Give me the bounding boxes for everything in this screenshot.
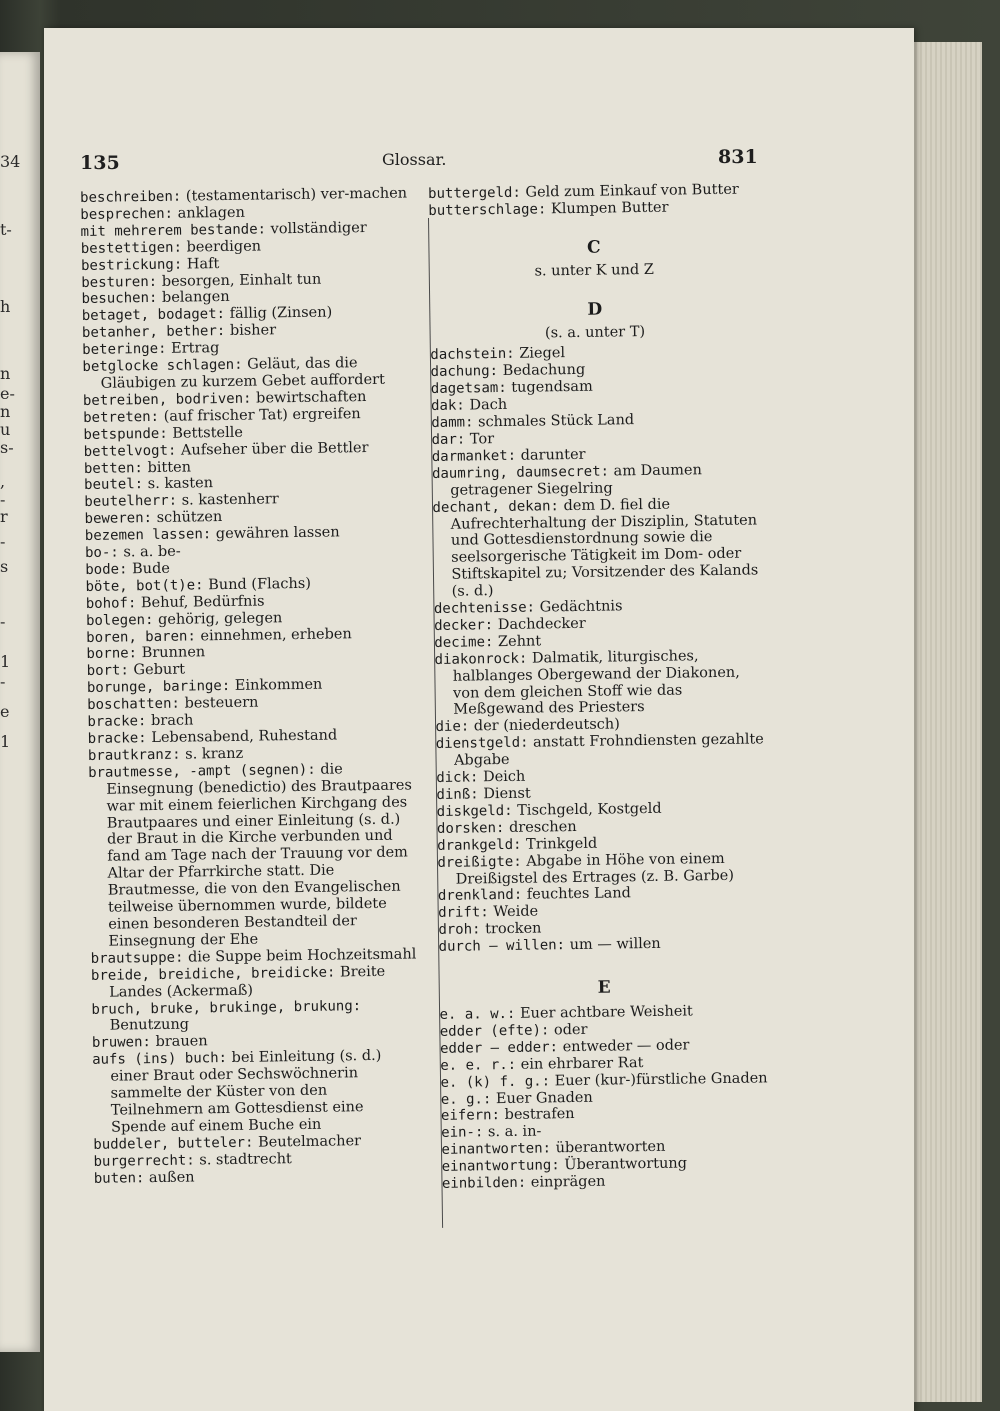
entry-term: e. (k) f. g.: (440, 1072, 551, 1091)
entry-term: bracke: (87, 713, 147, 731)
entry-term: beutelherr: (84, 492, 178, 511)
adjacent-page-text: 1 (0, 732, 11, 751)
entry-definition: Dach (469, 397, 508, 414)
entry-definition: Bund (Flachs) (208, 575, 312, 594)
entry-definition: schützen (156, 509, 223, 527)
entry-definition: (auf frischer Tat) ergreifen (163, 405, 361, 425)
entry-definition: bitten (147, 458, 192, 476)
entry-definition: dem D. fiel die Aufrechterhaltung der Disziplin, Statuten und Gottesdienstordnung sowie die seelsorgerische Tätigkeit im Dom- oder Stiftskapitel zu; Vorsitzender des Kalands (s. d.) (450, 496, 759, 600)
entry-definition: Beutelmacher (257, 1132, 362, 1151)
entry-term: borunge, baringe: (86, 678, 231, 697)
adjacent-page-text: , (0, 472, 6, 491)
entry-term: e. a. w.: (439, 1005, 516, 1023)
entry-definition: einnehmen, erheben (200, 625, 352, 644)
entry-term: damm: (431, 414, 474, 432)
b-continued-entries (428, 181, 758, 219)
section-d-note: (s. a. unter T) (544, 323, 646, 341)
glossary-entry (91, 963, 421, 1001)
glossary-entry (435, 647, 766, 719)
entry-term: beteringe: (82, 340, 167, 359)
entry-term: die: (435, 718, 470, 736)
glossary-entry (82, 354, 412, 392)
entry-term: brautmesse, -ampt (segnen): (88, 761, 316, 781)
section-letter-e: E (597, 977, 611, 998)
entry-term: burgerrecht: (93, 1152, 195, 1170)
entry-definition: Euer achtbare Weisheit (519, 1003, 693, 1022)
adjacent-page-text: - (0, 532, 6, 551)
entry-definition: (testamentarisch) ver-machen (185, 185, 408, 205)
entry-definition: Euer (kur-)fürstliche Gnaden (554, 1069, 768, 1089)
entry-definition: Einkommen (234, 676, 323, 695)
entry-definition: Dachdecker (497, 615, 586, 634)
entry-definition: s. kranz (185, 745, 244, 763)
adjacent-page-text: u (0, 420, 11, 439)
entry-definition: fällig (Zinsen) (229, 304, 333, 323)
entry-term: drenkland: (437, 887, 523, 905)
entry-definition: Euer Gnaden (495, 1089, 593, 1107)
entry-definition: feuchtes Land (526, 885, 632, 904)
entry-definition: Geburt (133, 661, 186, 679)
entry-definition: Weide (493, 903, 539, 921)
page-stack (911, 42, 982, 1402)
entry-term: bolegen: (85, 611, 154, 629)
page-title: Glossar. (382, 150, 447, 169)
entry-term: buten: (93, 1169, 145, 1187)
page-header (44, 146, 914, 186)
entry-term: butterschlage: (428, 201, 547, 219)
entry-definition: der (niederdeutsch) (473, 716, 620, 735)
entry-term: bettelvogt: (83, 442, 177, 460)
entry-definition: Abgabe in Höhe von einem Dreißigstel des Ertrages (z. B. Garbe) (455, 850, 735, 888)
entry-term: betanher, bether: (81, 323, 226, 342)
entry-term: buttergeld: (428, 184, 521, 202)
entry-definition: darunter (520, 446, 586, 464)
entry-term: decime: (434, 633, 494, 651)
entry-term: borne: (86, 645, 138, 663)
entry-definition: Brunnen (141, 644, 206, 662)
right-page-number: 831 (718, 146, 758, 168)
entry-term: dick: (436, 769, 479, 787)
entry-definition: dreschen (508, 818, 577, 836)
entry-term: ein-: (441, 1124, 484, 1142)
entry-term: besturen: (81, 273, 158, 291)
glossary-entry (442, 1171, 772, 1193)
entry-term: bestettigen: (80, 239, 183, 257)
entry-term: brautkranz: (87, 746, 181, 764)
entry-definition: Geläut, das die Gläubigen zu kurzem Gebet auffordert (100, 355, 385, 392)
adjacent-page-text: - (0, 672, 6, 691)
entry-term: einbilden: (441, 1174, 527, 1192)
entry-definition: oder (553, 1021, 588, 1039)
entry-term: bestrickung: (80, 256, 183, 274)
entry-term: dagetsam: (430, 380, 507, 398)
glossary-entry (432, 495, 763, 601)
entry-term: bo-: (84, 544, 119, 561)
entry-term: brautsuppe: (90, 949, 184, 967)
entry-term: breide, breidiche, breidicke: (90, 964, 336, 984)
adjacent-page-text: e- (0, 384, 15, 403)
left-page-edge (0, 52, 40, 1352)
entry-term: dechant, dekan: (432, 497, 560, 516)
entry-term: dreißigte: (437, 853, 522, 871)
section-letter-c: C (586, 237, 601, 258)
adjacent-page-text: r (0, 507, 8, 526)
entry-term: dachung: (430, 363, 499, 381)
entry-definition: überantworten (555, 1138, 666, 1157)
entry-term: dorsken: (436, 819, 505, 837)
entry-term: einantworten: (441, 1140, 552, 1159)
glossary-entry (436, 732, 766, 770)
adjacent-page-text: 34 (0, 152, 21, 171)
entry-definition: besteuern (184, 694, 259, 712)
adjacent-page-text: n (0, 364, 11, 383)
entry-definition: Behuf, Bedürfnis (140, 593, 265, 611)
entry-term: betaget, bodaget: (81, 306, 226, 325)
entry-definition: Lebensabend, Ruhestand (151, 727, 338, 747)
adjacent-page-text: s (0, 557, 9, 576)
entry-term: buddeler, butteler: (93, 1134, 254, 1153)
entry-term: bruch, bruke, brukinge, brukung: (91, 997, 362, 1018)
entry-term: mit mehrerem bestande: (80, 221, 267, 240)
entry-term: e. e. r.: (440, 1056, 517, 1074)
entry-definition: gehörig, gelegen (157, 609, 283, 628)
glossary-entry (439, 934, 769, 956)
entry-term: bode: (85, 561, 128, 578)
entry-definition: Klumpen Butter (550, 199, 669, 218)
entry-term: dinß: (436, 786, 479, 803)
entry-term: beschreiben: (80, 188, 182, 206)
adjacent-page-text: s- (0, 438, 14, 457)
entry-definition: tugendsam (511, 378, 593, 397)
entry-term: decker: (434, 617, 494, 634)
adjacent-page-text: - (0, 612, 6, 631)
entry-term: diakonrock: (434, 650, 528, 668)
entry-term: bort: (86, 662, 129, 680)
d-entries (430, 343, 768, 956)
glossary-entry (92, 1048, 423, 1137)
entry-definition: Bettstelle (172, 424, 244, 442)
entry-term: beutel: (84, 476, 144, 494)
entry-definition: Trinkgeld (525, 835, 598, 853)
entry-definition: Dalmatik, liturgisches, halblanges Obergewand der Diakonen, von dem gleichen Stoff wie das Meßgewand des Priesters (452, 648, 740, 719)
entry-term: bohof: (85, 595, 137, 612)
glossary-entry (428, 198, 758, 220)
glossary-entry (437, 850, 767, 888)
glossary-entry (94, 1166, 424, 1188)
entry-term: dechtenisse: (433, 599, 536, 617)
entry-definition: bei Einleitung (s. d.) einer Braut oder Sechswöchnerin sammelte der Küster von den Teilnehmern am Gottesdienst eine Spende auf einem Buche ein (110, 1048, 382, 1136)
entry-definition: trocken (485, 920, 542, 938)
entry-term: bezemen lassen: (84, 526, 212, 545)
entry-definition: Überantwortung (564, 1155, 688, 1174)
entry-term: diskgeld: (436, 802, 513, 820)
entry-term: aufs (ins) buch: (92, 1050, 228, 1069)
entry-definition: um — willen (569, 935, 661, 954)
entry-term: edder — edder: (439, 1039, 559, 1057)
entry-term: besprechen: (80, 205, 174, 223)
entry-term: dak: (430, 397, 465, 415)
left-column (80, 185, 424, 1187)
adjacent-page-text: - (0, 490, 6, 509)
entry-definition: Benutzung (109, 1016, 190, 1035)
adjacent-page-text: h (0, 297, 11, 316)
entry-definition: Geld zum Einkauf von Butter (525, 181, 739, 201)
glossary-entry (432, 461, 762, 499)
entry-definition: bisher (229, 322, 277, 340)
section-c-note: s. unter K und Z (534, 261, 654, 280)
entry-definition: brach (150, 712, 194, 730)
entry-definition: s. stadtrecht (199, 1150, 292, 1169)
entry-definition: Breite Landes (Ackermaß) (109, 963, 386, 1001)
section-letter-d: D (587, 299, 603, 320)
entry-term: betreiben, bodriven: (82, 390, 252, 409)
right-column (428, 181, 772, 1192)
entry-definition: s. kastenherr (181, 491, 279, 509)
entry-term: drankgeld: (437, 836, 522, 854)
entry-definition: s. kasten (147, 475, 214, 493)
entry-definition: bestrafen (504, 1106, 575, 1124)
entry-term: beweren: (84, 510, 153, 528)
entry-term: betten: (83, 459, 144, 477)
entry-definition: Dienst (483, 785, 531, 803)
adjacent-page-text: t- (0, 220, 12, 239)
entry-definition: die Einsegnung (benedictio) des Brautpaares war mit einem feierlichen Kirchgang des Brautpaares und einer Einleitung (s. d.) der Braut in die Kirche verbunden und fand am Tage nach der Trauung vor dem Altar der Pfarrkirche statt. Die Brautmesse, die von den Evangelischen teilweise übernommen wurde, bildete einen besonderen Bestandteil der Einsegnung der Ehe (106, 761, 413, 950)
entry-term: böte, bot(t)e: (85, 577, 204, 595)
entry-definition: s. a. be- (123, 543, 181, 561)
entry-definition: beerdigen (186, 238, 262, 256)
adjacent-page-text: 1 (0, 652, 11, 671)
entry-definition: Zehnt (497, 633, 542, 650)
entry-definition: Tor (469, 431, 495, 448)
entry-term: betreten: (83, 408, 160, 426)
glossary-entry (91, 997, 421, 1035)
entry-term: betglocke schlagen: (82, 356, 243, 376)
entry-definition: besorgen, Einhalt tun (161, 271, 322, 290)
entry-term: daumring, daumsecret: (431, 463, 610, 482)
entry-definition: Aufseher über die Bettler (180, 439, 369, 459)
entry-definition: außen (148, 1169, 195, 1186)
entry-term: e. g.: (440, 1090, 492, 1108)
entry-term: eifern: (440, 1107, 501, 1125)
entry-term: drift: (438, 904, 489, 922)
entry-definition: brauen (155, 1033, 208, 1051)
entry-definition: schmales Stück Land (477, 412, 635, 431)
entry-definition: Haft (186, 255, 220, 273)
entry-definition: am Daumen getragener Siegelring (450, 461, 703, 499)
entry-definition: vollständiger (270, 219, 367, 238)
entry-definition: die Suppe beim Hochzeitsmahl (187, 946, 417, 966)
glossary-entry (88, 760, 421, 951)
entry-term: dar: (431, 431, 466, 448)
entry-definition: Deich (482, 768, 526, 786)
entry-term: durch — willen: (438, 937, 566, 956)
entry-definition: Gedächtnis (539, 598, 623, 616)
entry-definition: bewirtschaften (256, 388, 367, 407)
entry-term: dachstein: (430, 346, 515, 364)
entry-definition: ein ehrbarer Rat (520, 1054, 644, 1073)
entry-definition: Tischgeld, Kostgeld (517, 800, 662, 819)
entry-term: boren, baren: (86, 627, 196, 646)
entry-definition: entweder — oder (562, 1037, 690, 1055)
entry-definition: belangen (161, 289, 230, 307)
entry-definition: Bude (131, 560, 171, 578)
left-page-number: 135 (80, 152, 120, 174)
entry-definition: anstatt Frohndiensten gezahlte Abgabe (453, 731, 764, 769)
entry-term: bracke: (87, 730, 147, 747)
glossary-page (44, 28, 914, 1411)
entry-term: edder (efte): (439, 1022, 550, 1040)
entry-definition: s. a. in- (487, 1123, 542, 1141)
entry-term: darmanket: (431, 447, 517, 465)
entry-term: besuchen: (81, 290, 158, 308)
entry-definition: Bedachung (502, 362, 586, 380)
entry-definition: anklagen (177, 204, 246, 222)
entry-term: betspunde: (83, 425, 168, 443)
entry-term: droh: (438, 921, 481, 939)
entry-term: boschatten: (87, 695, 181, 714)
entry-term: einantwortung: (441, 1157, 560, 1176)
e-entries (439, 1002, 772, 1193)
entry-definition: gewähren lassen (215, 524, 340, 543)
adjacent-page-text: e (0, 702, 10, 721)
adjacent-page-text: n (0, 402, 11, 421)
entry-definition: Ziegel (519, 345, 566, 363)
entry-definition: einprägen (530, 1173, 606, 1191)
entry-definition: Ertrag (171, 340, 220, 357)
entry-term: bruwen: (91, 1034, 152, 1052)
entry-term: dienstgeld: (435, 734, 529, 753)
